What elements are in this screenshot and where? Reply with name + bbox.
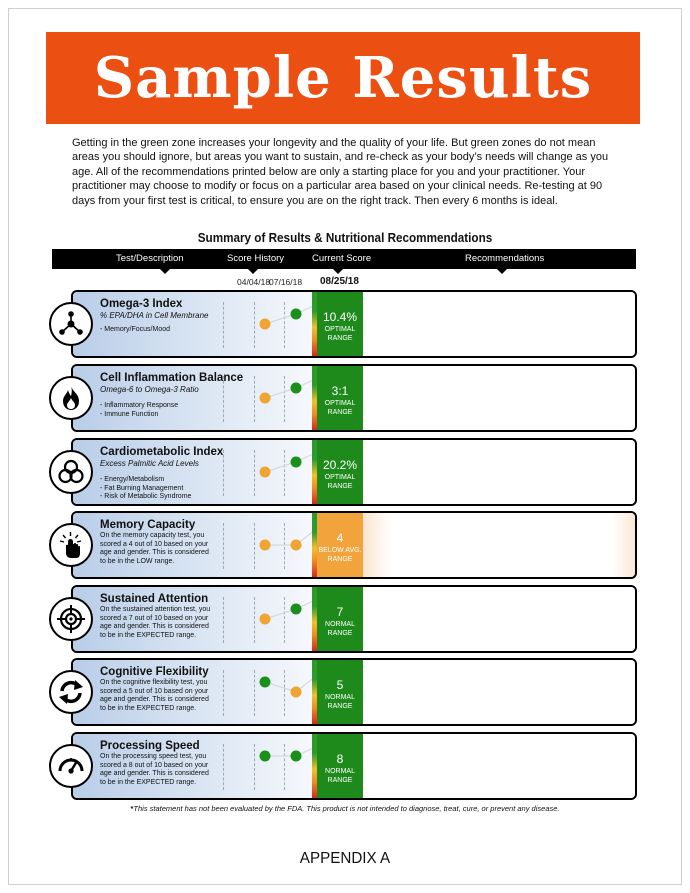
date-second: 07/16/18: [269, 277, 303, 287]
gauge-icon: [49, 744, 93, 788]
result-row: [71, 290, 637, 358]
benefit-item: - Fat Burning Management: [100, 484, 184, 492]
history-gridline: [223, 670, 224, 716]
score-history-chart: [243, 292, 323, 356]
fda-footnote: [0, 804, 690, 813]
footnote-mark: *: [130, 804, 134, 813]
history-gridline: [223, 597, 224, 643]
test-title: Omega-3 Index: [100, 298, 183, 310]
history-score-point: [291, 604, 302, 615]
refresh-icon: [49, 670, 93, 714]
history-score-point: [291, 383, 302, 394]
current-score-value: 4: [336, 531, 344, 545]
recommendations-cell: [363, 734, 637, 798]
history-score-point: [291, 687, 302, 698]
current-score-box: [317, 440, 363, 504]
history-score-point: [260, 319, 271, 330]
test-description: On the cognitive flexibility test, you scored a 5 out of 10 based on your age and gender. This is considered to be in the EXPECTED range.: [100, 679, 209, 712]
history-score-point: [260, 467, 271, 478]
recommendations-cell: [363, 513, 637, 577]
column-current: Current Score: [312, 253, 372, 264]
column-recommendations: Recommendations: [465, 253, 545, 264]
footnote-text: This statement has not been evaluated by the FDA. This product is not intended to diagnose, treat, cure, or prevent any disease.: [133, 804, 560, 813]
history-score-point: [260, 751, 271, 762]
current-score-range: NORMAL RANGE: [325, 621, 355, 637]
result-row: [71, 658, 637, 726]
history-score-point: [260, 677, 271, 688]
current-score-range: NORMAL RANGE: [325, 768, 355, 784]
molecule-icon: [49, 302, 93, 346]
current-score-value: 8: [336, 752, 344, 766]
date-current: 08/25/18: [320, 276, 359, 287]
history-score-point: [291, 309, 302, 320]
test-description: On the processing speed test, you scored a 8 out of 10 based on your age and gender. This is considered to be in the EXPECTED range.: [100, 753, 209, 786]
column-history: Score History: [227, 253, 285, 264]
appendix-label: APPENDIX A: [299, 850, 391, 867]
test-title: Processing Speed: [100, 740, 200, 752]
score-history-chart: [243, 513, 323, 577]
test-title: Cell Inflammation Balance: [100, 372, 244, 384]
current-score-value: 3:1: [331, 384, 349, 398]
history-gridline: [223, 523, 224, 569]
history-score-point: [291, 540, 302, 551]
test-description: On the sustained attention test, you scored a 7 out of 10 based on your age and gender. This is considered to be in the EXPECTED range.: [100, 606, 211, 639]
current-score-box: [317, 660, 363, 724]
test-benefits: [100, 326, 170, 335]
current-score-box: [317, 513, 363, 577]
score-history-chart: [243, 734, 323, 798]
test-title: Memory Capacity: [100, 519, 196, 531]
test-subtitle: Excess Palmitic Acid Levels: [100, 459, 199, 468]
history-score-point: [291, 751, 302, 762]
history-score-point: [260, 614, 271, 625]
benefit-item: - Risk of Metabolic Syndrome: [100, 493, 192, 501]
date-first: 04/04/18: [237, 277, 271, 287]
test-subtitle: % EPA/DHA in Cell Membrane: [100, 311, 209, 320]
current-score-range: BELOW AVG. RANGE: [318, 547, 362, 563]
test-title: Sustained Attention: [100, 593, 209, 605]
score-history-chart: [243, 440, 323, 504]
result-row: [71, 585, 637, 653]
score-history-chart: [243, 366, 323, 430]
target-icon: [49, 597, 93, 641]
result-row: [71, 438, 637, 506]
test-title: Cardiometabolic Index: [100, 446, 224, 458]
history-gridline: [223, 302, 224, 348]
column-header-bar: [52, 249, 636, 269]
recommendations-cell: [363, 292, 637, 356]
test-benefits: [100, 476, 191, 502]
history-gridline: [223, 744, 224, 790]
benefit-item: - Energy/Metabolism: [100, 476, 165, 483]
recommendations-cell: [363, 587, 637, 651]
benefit-item: - Memory/Focus/Mood: [100, 326, 171, 333]
test-title: Cognitive Flexibility: [100, 666, 209, 678]
history-score-point: [291, 457, 302, 468]
test-subtitle: Omega-6 to Omega-3 Ratio: [100, 385, 199, 394]
touch-icon: [49, 523, 93, 567]
recommendations-cell: [363, 660, 637, 724]
current-score-range: OPTIMAL RANGE: [324, 474, 356, 490]
intro-paragraph: Getting in the green zone increases your longevity and the quality of your life. But green zones do not mean areas you should ignore, but areas you want to sustain, and re-check as your body’s needs will change as you age. All of the recommendations printed below are only a starting place for you and your practitioner. Your practitioner may choose to modify or focus on a particular area based on your clinical needs. Re-testing at 90 days from your first test is critical, to ensure you are on the right track. Then every 6 months is ideal.: [72, 137, 609, 207]
title-banner: [46, 32, 640, 124]
current-score-range: OPTIMAL RANGE: [324, 326, 356, 342]
current-score-range: NORMAL RANGE: [325, 694, 355, 710]
page-title: Sample Results: [93, 45, 593, 111]
biohazard-icon: [49, 450, 93, 494]
current-score-value: 10.4%: [322, 310, 358, 324]
summary-title: Summary of Results & Nutritional Recommendations: [197, 230, 493, 245]
current-score-box: [317, 292, 363, 356]
benefit-item: - Immune Function: [100, 410, 159, 418]
current-score-value: 7: [336, 605, 344, 619]
history-score-point: [260, 393, 271, 404]
current-score-value: 20.2%: [322, 458, 358, 472]
current-score-box: [317, 587, 363, 651]
score-history-chart: [243, 660, 323, 724]
result-row: [71, 364, 637, 432]
test-description: On the memory capacity test, you scored a 4 out of 10 based on your age and gender. This is considered to be in the LOW range.: [100, 532, 209, 565]
history-score-point: [260, 540, 271, 551]
recommendations-cell: [363, 440, 637, 504]
recommendations-cell: [363, 366, 637, 430]
result-row: [71, 732, 637, 800]
score-history-chart: [243, 587, 323, 651]
current-score-value: 5: [336, 678, 344, 692]
benefit-item: - Inflammatory Response: [100, 402, 179, 409]
test-benefits: [100, 402, 178, 419]
current-score-box: [317, 366, 363, 430]
current-score-box: [317, 734, 363, 798]
current-score-range: OPTIMAL RANGE: [324, 400, 356, 416]
result-row: [71, 511, 637, 579]
flame-icon: [49, 376, 93, 420]
column-test: Test/Description: [116, 253, 184, 264]
